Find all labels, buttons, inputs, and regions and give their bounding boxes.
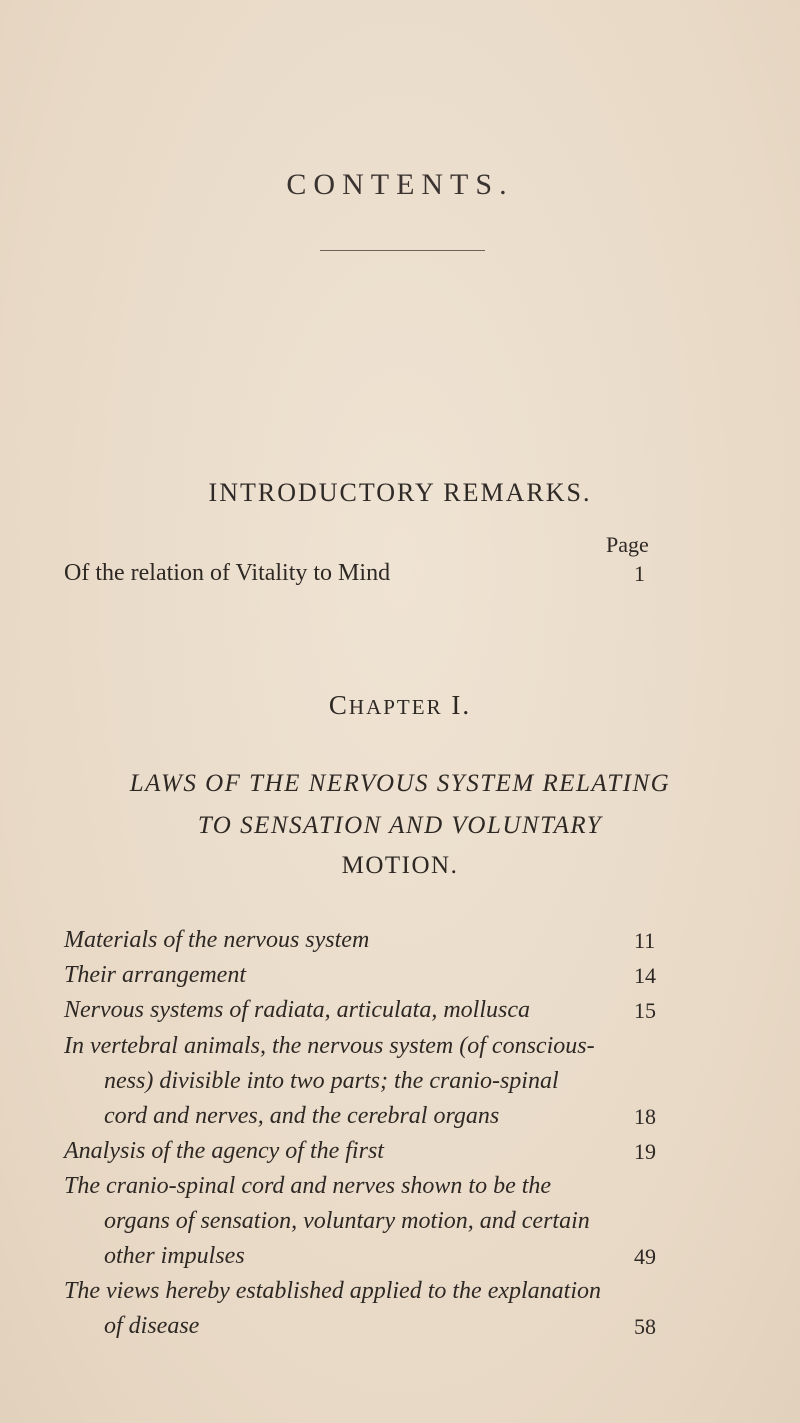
intro-entry [64, 560, 664, 587]
toc-entry-6-line-2: organs of sensation, voluntary motion, and certain [104, 1208, 590, 1234]
toc-entry-5: Analysis of the agency of the first [64, 1138, 384, 1164]
toc-entry-2: Their arrangement [64, 962, 246, 988]
toc-entry-5-page: 19 [634, 1139, 656, 1164]
chapter-label-first: C [328, 690, 349, 720]
toc-entry-4-page: 18 [634, 1104, 656, 1129]
chapter-title-line-1: LAWS OF THE NERVOUS SYSTEM RELATING [129, 770, 671, 797]
chapter-title-line-3: MOTION. [341, 852, 459, 879]
toc-entry-7-line-2: of disease [104, 1313, 200, 1339]
toc-entry-6-page: 49 [634, 1244, 656, 1269]
intro-entry-text: Of the relation of Vitality to Mind [64, 560, 391, 586]
intro-entry-page: 1 [634, 561, 645, 586]
toc-entry-4-line-3: cord and nerves, and the cerebral organs [104, 1103, 500, 1129]
toc-entry-6-line-1: The cranio-spinal cord and nerves shown to be the [64, 1173, 552, 1199]
toc-entry-1-page: 11 [634, 928, 656, 953]
chapter-label-rest: HAPTER [348, 695, 443, 719]
toc-entry-4-line-1: In vertebral animals, the nervous system (of conscious- [64, 1033, 595, 1059]
toc-entry-2-page: 14 [634, 963, 656, 988]
title-rule [320, 250, 485, 251]
page-column-label: Page [606, 532, 649, 557]
chapter-heading [0, 690, 800, 721]
intro-heading: INTRODUCTORY REMARKS. [208, 478, 592, 507]
toc-entry-7-line-1: The views hereby established applied to the explanation [64, 1278, 601, 1304]
toc-entry-3-page: 15 [634, 998, 656, 1023]
chapter-number: I. [451, 690, 472, 720]
toc-entry-6-line-3: other impulses [104, 1243, 245, 1269]
toc-entry-1: Materials of the nervous system [64, 927, 370, 953]
toc-entry-4-line-2: ness) divisible into two parts; the cranio-spinal [104, 1068, 559, 1094]
contents-title: CONTENTS. [286, 168, 514, 201]
chapter-title-line-2: TO SENSATION AND VOLUNTARY [197, 812, 603, 839]
toc-entry-7-page: 58 [634, 1314, 656, 1339]
toc-entry-3: Nervous systems of radiata, articulata, mollusca [64, 997, 530, 1023]
